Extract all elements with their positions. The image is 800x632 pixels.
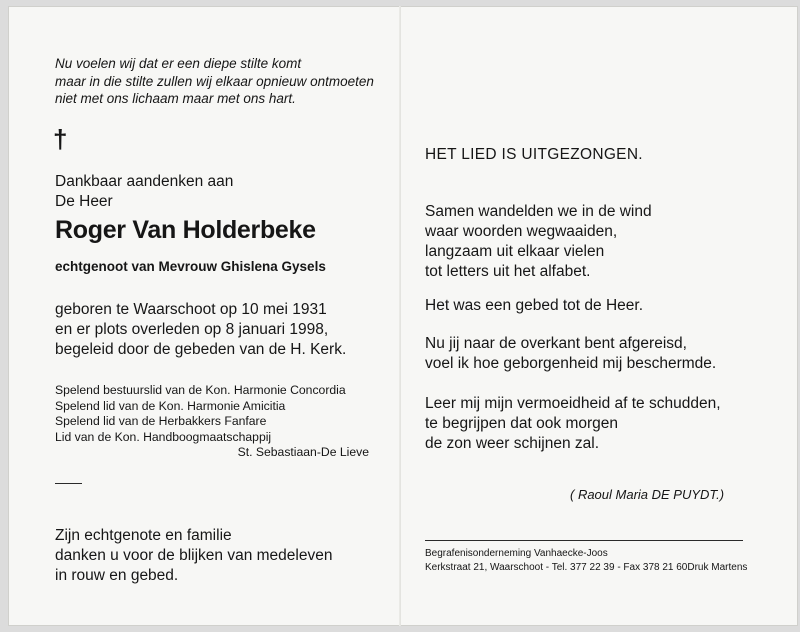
- opening-poem-line: Nu voelen wij dat er een diepe stilte komt: [55, 56, 302, 71]
- life-dates-line: en er plots overleden op 8 januari 1998,: [55, 321, 329, 338]
- poem-title: HET LIED IS UITGEZONGEN.: [425, 146, 643, 163]
- poem-line: Samen wandelden we in de wind: [425, 203, 652, 220]
- closing-line: Zijn echtgenote en familie: [55, 527, 232, 544]
- membership-line: Spelend bestuurslid van de Kon. Harmonie Concordia: [55, 383, 346, 397]
- poem-stanza: [425, 394, 721, 454]
- membership-line: Lid van de Kon. Handboogmaatschappij: [55, 429, 272, 444]
- membership-line: Spelend lid van de Herbakkers Fanfare: [55, 414, 267, 428]
- poem-stanza: [425, 334, 716, 374]
- poem-line: tot letters uit het alfabet.: [425, 263, 591, 280]
- poem-stanza: [425, 202, 652, 282]
- poem-stanza: [425, 296, 643, 316]
- poem-line: de zon weer schijnen zal.: [425, 435, 600, 452]
- poem-line: waar woorden wegwaaiden,: [425, 223, 618, 240]
- opening-poem: [55, 55, 374, 108]
- printer-name: Druk Martens: [687, 562, 748, 573]
- poem-line: voel ik hoe geborgenheid mij beschermde.: [425, 355, 717, 372]
- life-dates-line: geboren te Waarschoot op 10 mei 1931: [55, 301, 327, 318]
- undertaker-details: [425, 562, 748, 573]
- poem-line: Het was een gebed tot de Heer.: [425, 297, 644, 314]
- memberships: [55, 383, 369, 461]
- poem-line: Leer mij mijn vermoeidheid af te schudden,: [425, 395, 721, 412]
- closing-line: danken u voor de blijken van medeleven: [55, 547, 333, 564]
- spouse-line: echtgenoot van Mevrouw Ghislena Gysels: [55, 259, 326, 274]
- footer-divider: [425, 540, 743, 541]
- divider: [55, 483, 82, 484]
- opening-poem-line: niet met ons lichaam maar met ons hart.: [55, 91, 296, 106]
- cross-icon: †: [53, 124, 68, 154]
- card-fold-line: [399, 6, 401, 626]
- life-dates: [55, 300, 346, 360]
- undertaker-address: Kerkstraat 21, Waarschoot - Tel. 377 22 39 - Fax 378 21 60: [425, 562, 688, 573]
- poem-author: ( Raoul Maria DE PUYDT.): [570, 487, 725, 502]
- remembrance-heading: [55, 172, 233, 212]
- life-dates-line: begeleid door de gebeden van de H. Kerk.: [55, 341, 347, 358]
- membership-continuation: St. Sebastiaan-De Lieve: [237, 445, 369, 459]
- membership-line: Spelend lid van de Kon. Harmonie Amicitia: [55, 398, 286, 413]
- poem-line: Nu jij naar de overkant bent afgereisd,: [425, 335, 687, 352]
- poem-line: langzaam uit elkaar vielen: [425, 243, 605, 260]
- remembrance-line: De Heer: [55, 193, 113, 210]
- opening-poem-line: maar in die stilte zullen wij elkaar opnieuw ontmoeten: [55, 73, 374, 89]
- undertaker-name: Begrafenisonderneming Vanhaecke-Joos: [425, 548, 608, 559]
- deceased-name: Roger Van Holderbeke: [55, 216, 316, 244]
- poem-line: te begrijpen dat ook morgen: [425, 415, 619, 432]
- closing-line: in rouw en gebed.: [55, 567, 179, 584]
- closing-text: [55, 526, 332, 586]
- remembrance-line: Dankbaar aandenken aan: [55, 173, 234, 190]
